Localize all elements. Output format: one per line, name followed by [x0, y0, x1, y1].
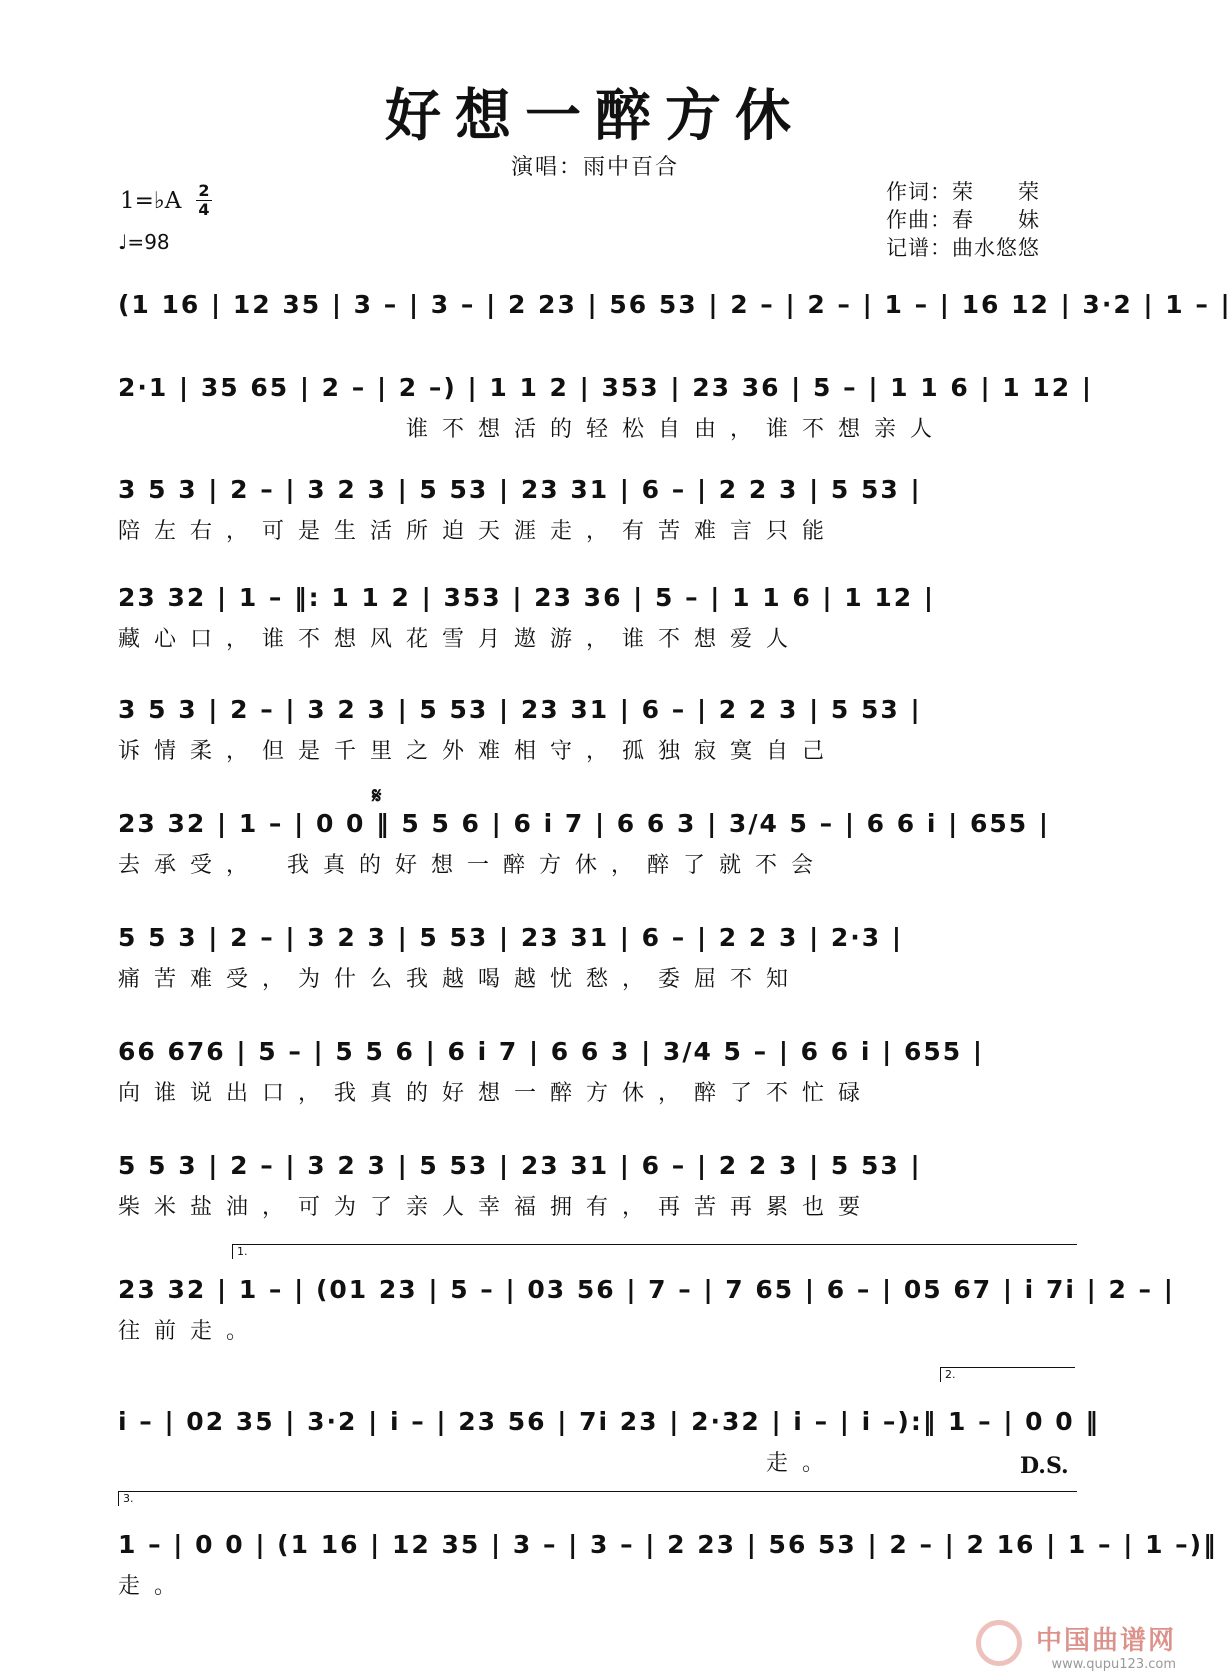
lyrics-line-3: 陪左右，可是生活所迫天涯走，有苦难言只能 [118, 519, 839, 544]
volta-1-label: 1. [237, 1245, 248, 1258]
volta-2-label: 2. [945, 1368, 956, 1381]
notes-line-5: 3 5 3 | 2 – | 3 2 3 | 5 53 | 23 31 | 6 – | 2 2 3 | 5 53 | [118, 695, 922, 724]
watermark-url: www.qupu123.com [1051, 1657, 1176, 1672]
notes-line-2: 2·1 | 35 65 | 2 – | 2 –) | 1 1 2 | 353 | 23 36 | 5 – | 1 1 6 | 1 12 | [118, 373, 1094, 402]
lyricist-credit: 作词：荣 荣 [886, 180, 1040, 204]
lyrics-line-11: 走。 [118, 1451, 839, 1476]
notes-line-9: 5 5 3 | 2 – | 3 2 3 | 5 53 | 23 31 | 6 – | 2 2 3 | 5 53 | [118, 1151, 922, 1180]
lyrics-line-2: 谁不想活的轻松自由，谁不想亲人 [118, 417, 947, 442]
tempo-marking: ♩=98 [118, 230, 170, 254]
composer-credit: 作曲：春 妹 [886, 208, 1040, 232]
notes-line-6: 23 32 | 1 – | 0 0 ‖ 5 5 6 | 6 i 7 | 6 6 3 | 3/4 5 – | 6 6 i | 655 | [118, 809, 1051, 838]
transcriber-credit: 记谱：曲水悠悠 [886, 236, 1040, 260]
volta-bracket-2 [940, 1367, 1075, 1382]
notes-line-12: 1 – | 0 0 | (1 16 | 12 35 | 3 – | 3 – | 2 23 | 56 53 | 2 – | 2 16 | 1 – | 1 –)‖ [118, 1530, 1218, 1559]
notes-line-4: 23 32 | 1 – ‖: 1 1 2 | 353 | 23 36 | 5 – | 1 1 6 | 1 12 | [118, 583, 935, 612]
notes-line-1: (1 16 | 12 35 | 3 – | 3 – | 2 23 | 56 53 | 2 – | 2 – | 1 – | 16 12 | 3·2 | 1 – | [118, 290, 1232, 319]
notes-line-8: 66 676 | 5 – | 5 5 6 | 6 i 7 | 6 6 3 | 3/4 5 – | 6 6 i | 655 | [118, 1037, 985, 1066]
volta-3-label: 3. [123, 1492, 134, 1505]
key-signature: 1=♭A [120, 188, 182, 214]
singer-credit: 演唱：雨中百合 [510, 155, 679, 180]
lyrics-line-12: 走。 [118, 1574, 191, 1599]
time-signature [196, 182, 212, 219]
notes-line-3: 3 5 3 | 2 – | 3 2 3 | 5 53 | 23 31 | 6 – | 2 2 3 | 5 53 | [118, 475, 922, 504]
lyrics-line-5: 诉情柔，但是千里之外难相守，孤独寂寞自己 [118, 739, 839, 764]
notes-line-10: 23 32 | 1 – | (01 23 | 5 – | 03 56 | 7 – | 7 65 | 6 – | 05 67 | i 7i | 2 – | [118, 1275, 1175, 1304]
lyrics-line-10: 往前走。 [118, 1319, 263, 1344]
lyrics-line-6: 去承受， 我真的好想一醉方休，醉了就不会 [118, 853, 828, 878]
lyrics-line-4: 藏心口，谁不想风花雪月遨游，谁不想爱人 [118, 627, 803, 652]
watermark [976, 1620, 1176, 1672]
song-title: 好想一醉方休 [385, 83, 805, 149]
volta-bracket-3 [118, 1491, 1077, 1506]
dal-segno-marking: D.S. [1020, 1453, 1069, 1479]
lyrics-line-1 [118, 331, 1072, 363]
lyrics-line-7: 痛苦难受，为什么我越喝越忧愁，委屈不知 [118, 967, 803, 992]
credits [886, 178, 1040, 262]
segno-sign: 𝄋 [372, 784, 382, 809]
lyrics-line-9: 柴米盐油，可为了亲人幸福拥有，再苦再累也要 [118, 1195, 875, 1220]
notes-line-7: 5 5 3 | 2 – | 3 2 3 | 5 53 | 23 31 | 6 – | 2 2 3 | 2·3 | [118, 923, 904, 952]
meter-bottom: 4 [196, 200, 212, 219]
volta-bracket-1 [232, 1244, 1077, 1259]
notes-line-11: i – | 02 35 | 3·2 | i – | 23 56 | 7i 23 | 2·32 | i – | i –):‖ 1 – | 0 0 ‖ [118, 1407, 1100, 1436]
lyrics-line-8: 向谁说出口，我真的好想一醉方休，醉了不忙碌 [118, 1081, 875, 1106]
meter-top: 2 [198, 181, 210, 200]
watermark-title: 中国曲谱网 [1035, 1626, 1176, 1656]
